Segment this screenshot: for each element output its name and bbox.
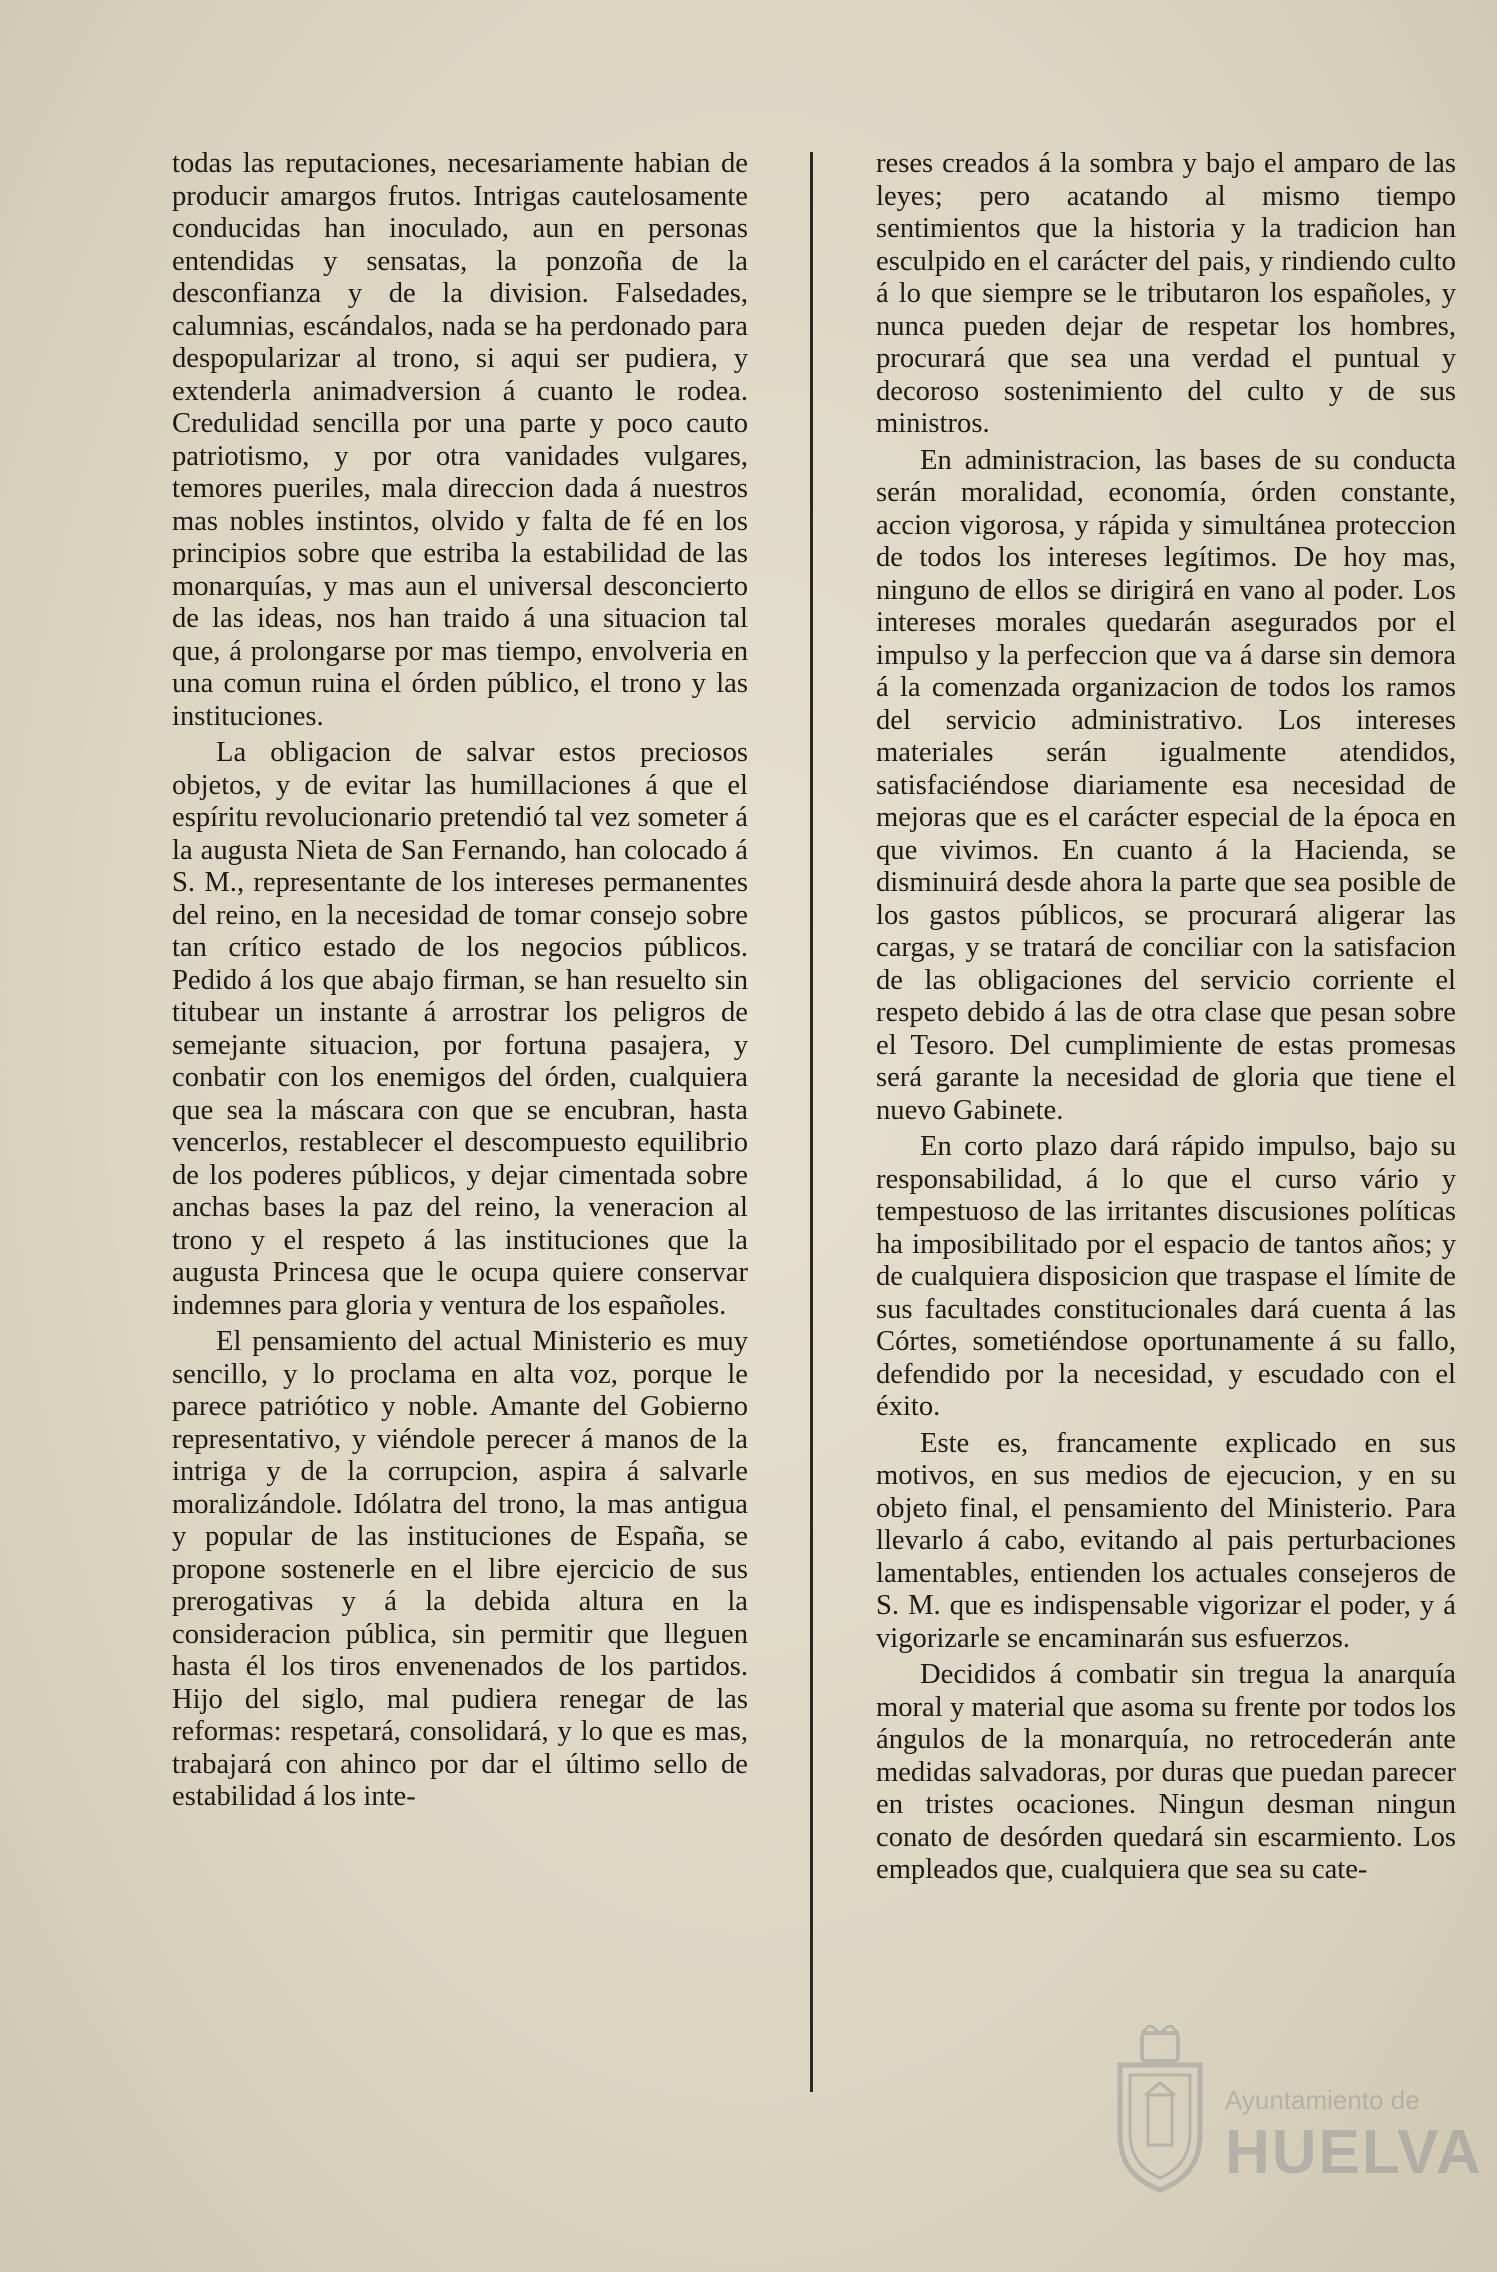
right-paragraph-4: Este es, francamente explicado en sus motivos, en sus medios de ejecucion, y en su objeto final, el pensamiento del Ministerio. Para llevarlo á cabo, evitando al pais perturbaciones lamentables, entienden los actuales consejeros de S. M. que es indispensable vigorizar el poder, y á vigorizarle se encaminarán sus esfuerzos.: [876, 1427, 1456, 1654]
column-divider: [810, 152, 813, 2092]
archive-watermark: [1100, 2025, 1483, 2225]
right-paragraph-5: Decididos á combatir sin tregua la anarquía moral y material que asoma su frente por todos los ángulos de la monarquía, no retrocederán ante medidas salvadoras, por duras que puedan parecer en tristes ocaciones. Ningun desman ningun conato de desórden quedará sin escarmiento. Los empleados que, cualquiera que sea su cate-: [876, 1659, 1456, 1885]
watermark-line-1: Ayuntamiento de: [1225, 2085, 1420, 2115]
right-column: [876, 148, 1456, 1887]
right-paragraph-1: reses creados á la sombra y bajo el amparo de las leyes; pero acatando al mismo tiempo sentimientos que la historia y la tradicion han esculpido en el carácter del pais, y rindiendo culto á lo que siempre se le tributaron los españoles, y nunca pueden dejar de respetar los hombres, procurará que sea una verdad el puntual y decoroso sostenimiento del culto y de sus ministros.: [876, 148, 1456, 439]
left-paragraph-2: La obligacion de salvar estos preciosos objetos, y de evitar las humillaciones á que el espíritu revolucionario pretendió tal vez someter á la augusta Nieta de San Fernando, han colocado á S. M., representante de los intereses permanentes del reino, en la necesidad de tomar consejo sobre tan crítico estado de los negocios públicos. Pedido á los que abajo firman, se han resuelto sin titubear un instante á arrostrar los peligros de semejante situacion, por fortuna pasajera, y conbatir con los enemigos del órden, cualquiera que sea la máscara con que se encubran, hasta vencerlos, restablecer el descompuesto equilibrio de los poderes públicos, y dejar cimentada sobre anchas bases la paz del reino, la veneracion al trono y el respeto á las instituciones que la augusta Princesa que le ocupa quiere conservar indemnes para gloria y ventura de los españoles.: [172, 737, 748, 1321]
left-paragraph-3: El pensamiento del actual Ministerio es muy sencillo, y lo proclama en alta voz, porque le parece patriótico y noble. Amante del Gobierno representativo, y viéndole perecer á manos de la intriga y de la corrupcion, aspira á salvarle moralizándole. Idólatra del trono, la mas antigua y popular de las instituciones de España, se propone sostenerle en el libre ejercicio de sus prerogativas y á la debida altura en la consideracion pública, sin permitir que lleguen hasta él los tiros envenenados de los partidos. Hijo del siglo, mal pudiera renegar de las reformas: respetará, consolidará, y lo que es mas, trabajará con ahinco por dar el último sello de estabilidad á los inte-: [172, 1326, 748, 1812]
left-column: [172, 148, 748, 1814]
coat-of-arms-icon: [1100, 2025, 1220, 2195]
right-paragraph-3: En corto plazo dará rápido impulso, bajo su responsabilidad, á lo que el curso vário y tempestuoso de las irritantes discusiones políticas ha imposibilitado por el espacio de tantos años; y de cualquiera disposicion que traspase el límite de sus facultades constitucionales dará cuenta á las Córtes, sometiéndose oportunamente á su fallo, defendido por la necesidad, y escudado con el éxito.: [876, 1131, 1456, 1422]
left-paragraph-1: todas las reputaciones, necesariamente habian de producir amargos frutos. Intrigas cautelosamente conducidas han inoculado, aun en personas entendidas y sensatas, la ponzoña de la desconfianza y de la division. Falsedades, calumnias, escándalos, nada se ha perdonado para despopularizar al trono, si aqui ser pudiera, y extenderla animadversion á cuanto le rodea. Credulidad sencilla por una parte y poco cauto patriotismo, y por otra vanidades vulgares, temores pueriles, mala direccion dada á nuestros mas nobles instintos, olvido y falta de fé en los principios sobre que estriba la estabilidad de las monarquías, y mas aun el universal desconcierto de las ideas, nos han traido á una situacion tal que, á prolongarse por mas tiempo, envolveria en una comun ruina el órden público, el trono y las instituciones.: [172, 148, 748, 732]
right-paragraph-2: En administracion, las bases de su conducta serán moralidad, economía, órden constante, accion vigorosa, y rápida y simultánea proteccion de todos los intereses legítimos. De hoy mas, ninguno de ellos se dirigirá en vano al poder. Los intereses morales quedarán asegurados por el impulso y la perfeccion que va á darse sin demora á la comenzada organizacion de todos los ramos del servicio administrativo. Los intereses materiales serán igualmente atendidos, satisfaciéndose diariamente esa necesidad de mejoras que es el carácter especial de la época en que vivimos. En cuanto á la Hacienda, se disminuirá desde ahora la parte que sea posible de los gastos públicos, se procurará aligerar las cargas, y se tratará de conciliar con la satisfacion de las obligaciones del servicio corriente el respeto debido á las de otra clase que pesan sobre el Tesoro. Del cumplimiente de estas promesas será garante la necesidad de gloria que tiene el nuevo Gabinete.: [876, 444, 1456, 1126]
watermark-line-2: HUELVA: [1225, 2118, 1483, 2187]
